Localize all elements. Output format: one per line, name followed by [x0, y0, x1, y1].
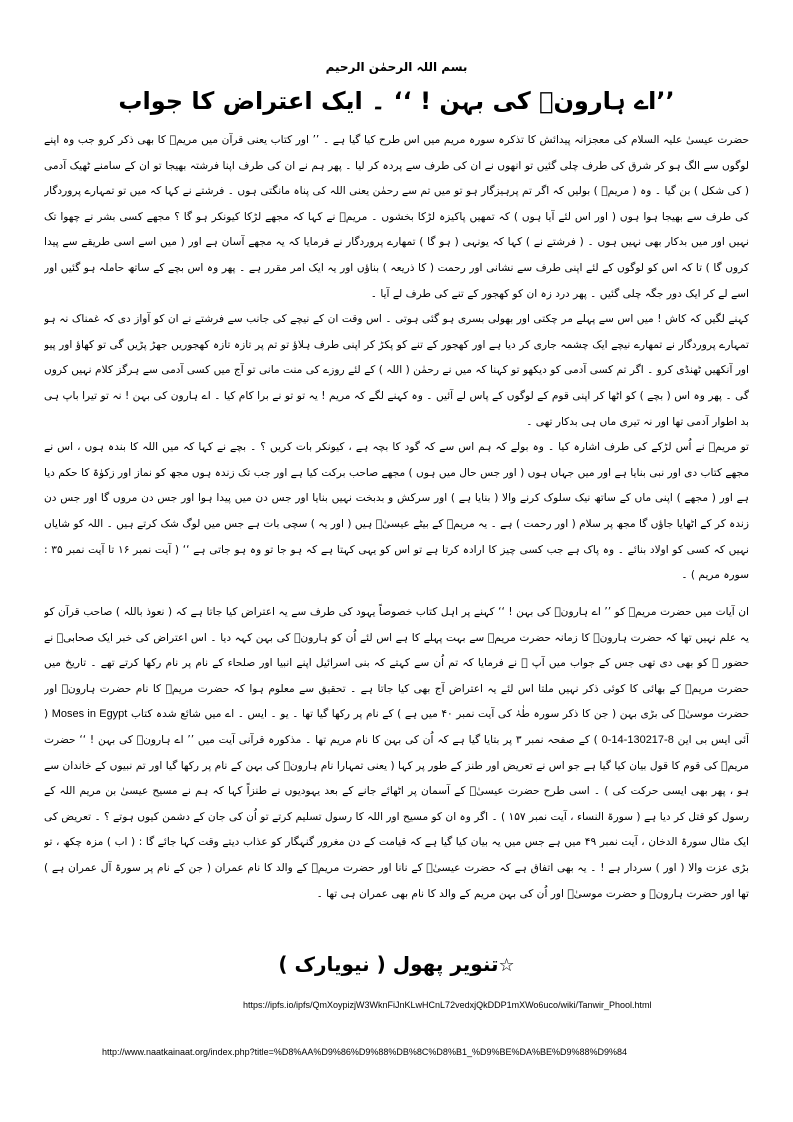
author-signature — [0, 952, 793, 976]
paragraph-3: تو مریمؑ نے اُس لڑکے کی طرف اشارہ کیا ۔ وہ بولے کہ ہم اس سے کہ گود کا بچہ ہے ، کیونکر بات کریں ؟ ۔ بچے نے کہا کہ میں اللہ کا بندہ ہوں ، اس نے مجھے کتاب دی اور نبی بنایا ہے اور میں جہاں ہوں ( اور جس حال میں ہوں ) مجھے صاحب برکت کیا ہے اور جب تک زندہ ہوں مجھ کو نماز اور زکوٰۃ کا حکم دیا ہے اور ( مجھے ) اپنی ماں کے ساتھ نیک سلوک کرنے والا ( بنایا ہے ) اور سرکش و بدبخت نہیں بنایا اور جس دن میں پیدا ہوا اور جس دن مروں گا اور جس دن زندہ کر کے اٹھایا جاؤں گا مجھ پر سلام ( اور رحمت ) ہے ۔ یہ مریمؑ کے بیٹے عیسیٰؑ ہیں ( اور یہ ) سچی بات ہے جس میں لوگ شک کرتے ہیں ۔ اللہ کو شایاں نہیں کہ کسی کو اولاد بنائے ۔ وہ پاک ہے جب کسی چیز کا ارادہ کرتا ہے تو اس کو یہی کہتا ہے کہ ہو جا تو وہ ہو جاتی ہے ‘‘ ( آیت نمبر ۱۶ تا آیت نمبر ۳۵ : سورہ مریم ) ۔ — [44, 441, 749, 582]
article-body-continued — [44, 600, 749, 940]
bismillah-heading: بسم اللہ الرحمٰن الرحیم — [325, 60, 468, 74]
paragraph-4-part-1: ان آیات میں حضرت مریمؑ کو ’’ اے ہارونؑ کی بہن ! ‘‘ کہنے پر اہل کتاب خصوصاً یہود کی طرف سے یہ اعتراض کیا جاتا ہے کہ ( نعوذ باللہ ) صاحب قرآن کو یہ علم نہیں تھا کہ حضرت ہارونؑ کا زمانہ حضرت مریمؑ سے بہت پہلے کا ہے اس لئے اُن کو ہارونؑ کی بہن کہہ دیا ۔ اس اعتراض کی خبر ایک صحابیؓ نے حضور ﷺ کو بھی دی تھی جس کے جواب میں آپ ﷺ نے فرمایا کہ تم اُن سے کہتے کہ بنی اسرائیل اپنے انبیا اور صلحاء کے نام پر نام رکھا کرتے تھے ۔ تاریخ میں حضرت مریمؑ کے بھائی کا کوئی ذکر نہیں ملتا اس لئے یہ اعتراض آج بھی کیا جاتا ہے ۔ تحقیق سے معلوم ہوا کہ حضرت مریمؑ کا نام حضرت ہارونؑ اور حضرت موسیٰؑ کی بڑی بہن ( جن کا ذکر سورہ طٰہٰ کی آیت نمبر ۴۰ میں ہے ) کے نام پر رکھا گیا تھا ۔ یو ۔ ایس ۔ اے میں شائع شدہ کتاب — [44, 606, 749, 721]
isbn-label: ( آئی ایس بی این — [44, 708, 749, 746]
source-link-naatkainaat[interactable]: http://www.naatkainaat.org/index.php?title=%D8%AA%D9%86%D9%88%DB%8C%D8%B1_%D9%BE%DA%BE%D9%88%D9%84 — [102, 1047, 628, 1057]
paragraph-4 — [44, 600, 749, 907]
star-icon: ☆ — [498, 955, 515, 976]
author-name: تنویر پھول ( نیویارک ) — [278, 952, 499, 976]
paragraph-4-part-2: ) کے صفحہ نمبر ۳ پر بتایا گیا ہے کہ اُن کی بہن کا نام مریم تھا ۔ مذکورہ قرآنی آیت میں ’’ اے ہارونؑ کی بہن ! ‘‘ حضرت مریمؑ کی قوم کا قول بیان کیا گیا ہے جو اس نے تعریض اور طنز کے طور پر کہا ( یعنی تمہارا نام ہارونؑ کی بہن کے نام پر رکھا گیا اور تم نبیوں کے خاندان سے ہو ، پھر بھی ایسی حرکت کی ) ۔ اسی طرح حضرت عیسیٰؑ کے آسمان پر اٹھائے جانے کے بعد یہودیوں نے طنزاً کہا کہ ہم نے مسیح عیسیٰ بن مریم اللہ کے رسول کو قتل کر دیا ہے ( سورۃ النساء ، آیت نمبر ۱۵۷ ) ۔ اگر وہ ان کو مسیح اور اللہ کا رسول تسلیم کرتے تو اُن کی جان کے دشمن کیوں ہوتے ؟ ۔ تعریض کی ایک مثال سورۃ الدخان ، آیت نمبر ۴۹ میں ہے جس میں یہ بیان کیا گیا ہے کہ قیامت کے دن مغرور گنہگار کو عذاب دیتے وقت کہا جائے گا : ( اب ) مزہ چکھ ، تو بڑی عزت والا ( اور ) سردار ہے ! ۔ یہ بھی اتفاق ہے کہ حضرت عیسیٰؑ کے نانا اور حضرت مریمؑ کے والد کا نام عمران ( جن کے نام پر سورۃ آل عمران ہے ) تھا اور حضرت ہارونؑ و حضرت موسیٰؑ اور اُن کی بہن مریم کے والد کا نام بھی عمران ہی تھا ۔ — [44, 733, 749, 900]
paragraph-1: حضرت عیسیٰ علیہ السلام کی معجزانہ پیدائش کا تذکرہ سورہ مریم میں اس طرح کیا گیا ہے ۔ ’’ اور کتاب یعنی قرآن میں مریمؑ کا بھی ذکر کرو جب وہ اپنے لوگوں سے الگ ہو کر شرق کی طرف چلی گئیں تو انھوں نے ان کی طرف سے پردہ کر لیا ۔ پھر ہم نے ان کی طرف اپنا فرشتہ بھیجا تو ان کے سامنے ٹھیک آدمی ( کی شکل ) بن گیا ۔ وہ ( مریمؑ ) بولیں کہ اگر تم پرہیزگار ہو تو میں تم سے رحمٰن یعنی اللہ کی پناہ مانگتی ہوں ۔ فرشتے نے کہا کہ میں تو تمہارے پروردگار کی طرف سے بھیجا ہوا ہوں ( اور اس لئے آیا ہوں ) کہ تمھیں پاکیزہ لڑکا بخشوں ۔ مریمؑ نے کہا کہ مجھے لڑکا کیونکر ہو گا ؟ مجھے کسی بشر نے چھوا تک نہیں اور میں بدکار بھی نہیں ہوں ۔ ( فرشتے نے ) کہا کہ یونہی ( ہو گا ) تمھارے پروردگار نے فرمایا کہ یہ مجھے آسان ہے اور ( میں اسے اسی طریقے سے پیدا کروں گا ) تا کہ اس کو لوگوں کے لئے اپنی طرف سے نشانی اور رحمت ( کا ذریعہ ) بناؤں اور یہ ایک امر مقرر ہے ۔ پھر وہ اس بچے کے ساتھ حاملہ ہو گئیں اور اسے لے کر ایک دور جگہ چلی گئیں ۔ پھر درد زہ ان کو کھجور کے تنے کی طرف لے آیا ۔ — [44, 134, 749, 300]
paragraph-2: کہنے لگیں کہ کاش ! میں اس سے پہلے مر چکتی اور بھولی بسری ہو گئی ہوتی ۔ اس وقت ان کے نیچے کی جانب سے فرشتے نے ان کو آواز دی کہ غمناک نہ ہو تمہارے پروردگار نے تمھارے نیچے ایک چشمہ جاری کر دیا ہے اور کھجور کے تنے کو پکڑ کر اپنی طرف ہلاؤ تو تم پر تازہ تازہ کھجوریں جھڑ پڑیں گی تو کھاؤ اور پیو اور آنکھیں ٹھنڈی کرو ۔ اگر تم کسی آدمی کو دیکھو تو کہنا کہ میں نے رحمٰن ( اللہ ) کے لئے روزے کی منت مانی تو آج میں کسی آدمی سے ہرگز کلام نہیں کروں گی ۔ پھر وہ اس ( بچے ) کو اٹھا کر اپنی قوم کے لوگوں کے پاس لے آئیں ۔ وہ کہنے لگے کہ مریم ! یہ تو تو نے برا کام کیا ۔ اے ہارون کی بہن ! نہ تو تیرا باپ ہی بد اطوار آدمی تھا اور نہ تیری ماں ہی بدکار تھی ۔ — [44, 313, 749, 428]
source-link-ipfs[interactable]: https://ipfs.io/ipfs/QmXoypizjW3WknFiJnKLwHCnL72vedxjQkDDP1mXWo6uco/wiki/Tanwir_Phool.html — [243, 1000, 652, 1010]
article-title: ’’اے ہارونؑ کی بہن ! ‘‘ ۔ ایک اعتراض کا جواب — [118, 87, 675, 115]
article-body — [44, 128, 749, 638]
book-title: Moses in Egypt — [51, 708, 128, 721]
isbn-number: 0-14-130217-8 — [601, 733, 674, 746]
